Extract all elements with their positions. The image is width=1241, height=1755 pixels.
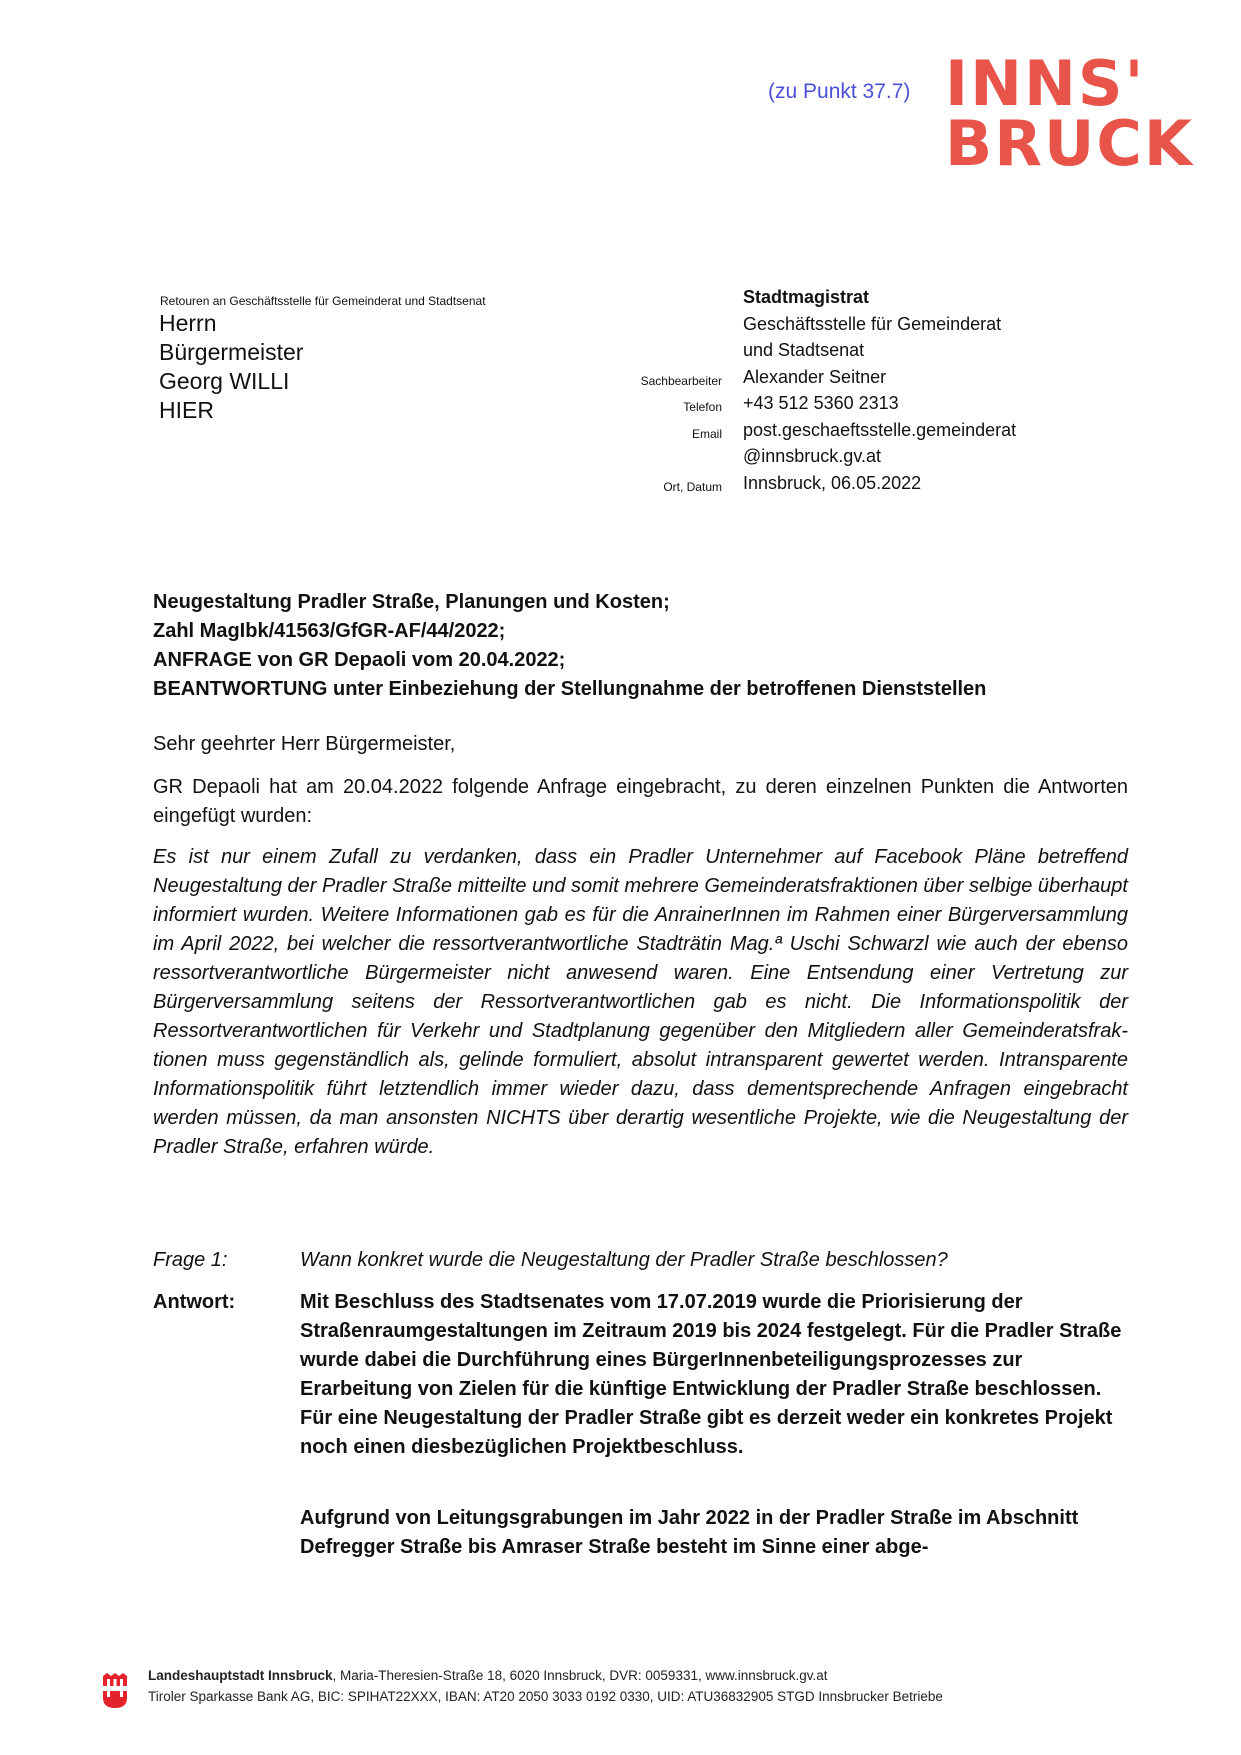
subject-line: Zahl MagIbk/41563/GfGR-AF/44/2022; <box>153 620 506 642</box>
city-coat-of-arms-icon <box>102 1670 128 1710</box>
sender-dept-line-1: Geschäftsstelle für Gemeinderat <box>743 313 1002 334</box>
recipient-line: HIER <box>159 397 214 423</box>
logo-line-1: INNS' <box>945 47 1146 120</box>
footer-org: Landeshauptstadt Innsbruck <box>148 1668 333 1683</box>
greeting: Sehr geehrter Herr Bürgermeister, <box>153 733 456 755</box>
sender-email-line-2: @innsbruck.gv.at <box>743 446 881 466</box>
sender-labels <box>580 288 722 500</box>
inquiry-quote: Es ist nur einem Zufall zu verdanken, dass ein Pradler Unternehmer auf Facebook Pläne betreffend Neugestaltung der Pradler Straße mitteilte und somit mehrere Gemeinderatsfraktionen über selbige überhaupt informiert wurden. Weitere Informationen gab es für die AnrainerInnen im Rahmen einer Bürgerversammlung im April 2022, bei welcher die ressortverantwortliche Stadträtin Mag.ª Uschi Schwarzl wie auch der ebenso ressortverantwortliche Bürgermeister nicht anwesend waren. Eine Entsendung einer Vertretung zur Bürgerversammlung seitens der Ressortverantwortlichen gab es nicht. Die Informationspolitik der Ressortverantwortlichen für Verkehr und Stadtplanung gegenüber den Mitgliedern aller Gemeinderatsfraktionen muss gegenständlich als, gelinde formuliert, absolut intransparent gewertet werden. Intransparente Informationspolitik führt letztendlich immer wieder dazu, dass dementsprechende Anfragen eingebracht werden müssen, da man ansonsten NICHTS über derartig wesentliche Projekte, wie die Neugestaltung der Pradler Straße, erfahren würde. <box>153 846 1128 1158</box>
question-label: Frage 1: <box>153 1249 228 1271</box>
answer-paragraph: Mit Beschluss des Stadtsenates vom 17.07.2019 wurde die Priorisierung der Straßenraumgestaltungen im Zeitraum 2019 bis 2024 festgelegt. Für die Pradler Straße wurde dabei die Durchführung eines BürgerInnenbeteiligungsprozesses zur Erarbeitung von Zielen für die künftige Entwicklung der Pradler Straße beschlossen. Für eine Neugestaltung der Pradler Straße gibt es derzeit weder ein konkretes Projekt noch einen diesbezüglichen Projektbeschluss. <box>300 1291 1122 1458</box>
sender-phone: +43 512 5360 2313 <box>743 393 899 413</box>
footer <box>148 1665 943 1707</box>
email-label: Email <box>691 426 722 441</box>
place-date-label: Ort, Datum <box>663 479 722 494</box>
subject-block <box>153 588 986 704</box>
answer-paragraph: Aufgrund von Leitungsgrabungen im Jahr 2022 in der Pradler Straße im Abschnitt Defregger Straße bis Amraser Straße besteht im Sinne einer abge- <box>300 1507 1079 1558</box>
sender-clerk: Alexander Seitner <box>743 366 887 387</box>
footer-line-2: Tiroler Sparkasse Bank AG, BIC: SPIHAT22XXX, IBAN: AT20 2050 3033 0192 0330, UID: ATU36832905 STGD Innsbrucker Betriebe <box>148 1689 943 1704</box>
recipient-line: Herrn <box>159 310 217 336</box>
intro-paragraph: GR Depaoli hat am 20.04.2022 folgende Anfrage eingebracht, zu deren einzelnen Punkten die Antworten eingefügt wurden: <box>153 776 1128 827</box>
subject-line: BEANTWORTUNG unter Einbeziehung der Stellungnahme der betroffenen Dienststellen <box>153 678 987 700</box>
phone-label: Telefon <box>683 400 722 414</box>
clerk-label: Sachbearbeiter <box>640 373 722 388</box>
footer-address: , Maria-Theresien-Straße 18, 6020 Innsbruck, DVR: 0059331, www.innsbruck.gv.at <box>332 1668 828 1683</box>
recipient-address <box>159 309 303 425</box>
logo-line-2: BRUCK <box>945 107 1194 180</box>
agenda-reference: (zu Punkt 37.7) <box>768 80 911 103</box>
recipient-line: Bürgermeister <box>159 339 304 365</box>
sender-place-date: Innsbruck, 06.05.2022 <box>743 472 922 493</box>
sender-dept-line-2: und Stadtsenat <box>743 340 865 360</box>
subject-line: ANFRAGE von GR Depaoli vom 20.04.2022; <box>153 649 566 671</box>
sender-email-line-1: post.geschaeftsstelle.gemeinderat <box>743 419 1017 440</box>
return-address-note: Retouren an Geschäftsstelle für Gemeinderat und Stadtsenat <box>160 294 486 308</box>
subject-line: Neugestaltung Pradler Straße, Planungen und Kosten; <box>153 591 670 613</box>
innsbruck-logo <box>945 47 1197 180</box>
sender-block <box>743 284 1016 496</box>
question-text: Wann konkret wurde die Neugestaltung der Pradler Straße beschlossen? <box>300 1249 948 1271</box>
footer-line-1 <box>148 1665 943 1686</box>
answer-label: Antwort: <box>153 1291 236 1313</box>
recipient-line: Georg WILLI <box>159 368 290 394</box>
sender-org: Stadtmagistrat <box>743 287 870 307</box>
